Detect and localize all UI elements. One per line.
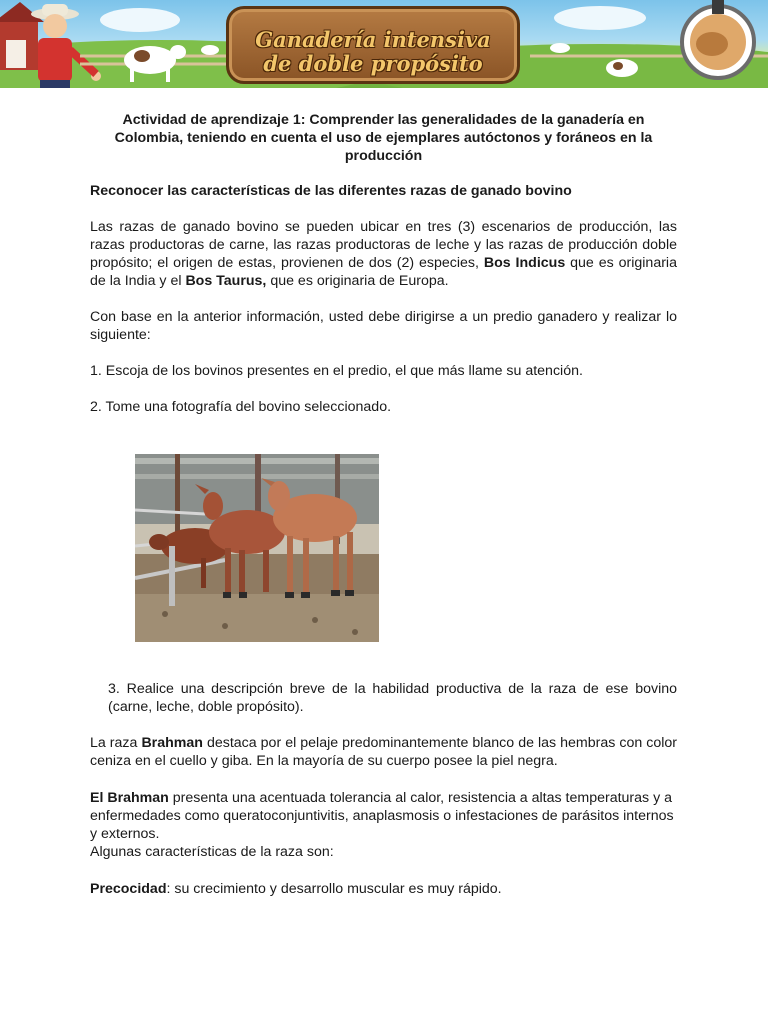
- step-2: 2. Tome una fotografía del bovino seleccionado.: [90, 399, 392, 415]
- banner-title-line2: de doble propósito: [263, 51, 483, 76]
- species-bos-indicus: Bos Indicus: [483, 255, 566, 271]
- instructions-paragraph: Con base en la anterior información, usted debe dirigirse a un predio ganadero y realizar lo siguiente:: [90, 309, 677, 343]
- brahman-tolerance: [90, 789, 677, 861]
- cattle-photo: [135, 454, 379, 642]
- brahman-tolerance-text: presenta una acentuada tolerancia al calor, resistencia a altas temperaturas y a enfermedades como queratoconjuntivitis, anaplasmosis o infestaciones de parásitos internos y externos.: [90, 790, 674, 842]
- intro-text-1: Las razas de ganado bovino se pueden ubicar en tres (3) escenarios de producción, las razas productoras de carne, las razas productoras de leche y las razas de producción doble propósito; el origen de estas, provienen de dos (2) especies,: [90, 219, 677, 271]
- brahman-name: Brahman: [141, 735, 203, 751]
- brahman-name-2: El Brahman: [90, 790, 169, 806]
- intro-text-3: que es originaria de Europa.: [266, 273, 449, 289]
- precocity-label: Precocidad: [90, 881, 167, 897]
- step-1: 1. Escoja de los bovinos presentes en el predio, el que más llame su atención.: [90, 363, 583, 379]
- step-3: 3. Realice una descripción breve de la habilidad productiva de la raza de ese bovino (carne, leche, doble propósito).: [108, 681, 677, 715]
- header-banner: [0, 0, 768, 88]
- precocity-item: [90, 880, 677, 898]
- intro-text-2: que es originaria de la India y el: [90, 255, 677, 289]
- cattle-photo-illustration: [135, 454, 379, 642]
- precocity-text: : su crecimiento y desarrollo muscular es muy rápido.: [166, 881, 502, 897]
- section-heading: Reconocer las características de las diferentes razas de ganado bovino: [90, 183, 572, 199]
- activity-title: Actividad de aprendizaje 1: Comprender las generalidades de la ganadería en Colombia, teniendo en cuenta el uso de ejemplares autóctonos y foráneos en la producción: [114, 112, 653, 164]
- brahman-description: [90, 734, 677, 770]
- title-sign: [226, 6, 520, 84]
- brahman-desc-post: destaca por el pelaje predominantemente blanco de las hembras con color ceniza en el cuello y giba. En la mayoría de su cuerpo posee la piel negra.: [90, 735, 678, 769]
- banner-title-line1: Ganadería intensiva: [255, 27, 491, 52]
- intro-paragraph: [90, 218, 677, 290]
- characteristics-intro: Algunas características de la raza son:: [90, 844, 334, 860]
- species-bos-taurus: Bos Taurus,: [185, 273, 267, 289]
- brahman-desc-pre: La raza: [90, 735, 142, 751]
